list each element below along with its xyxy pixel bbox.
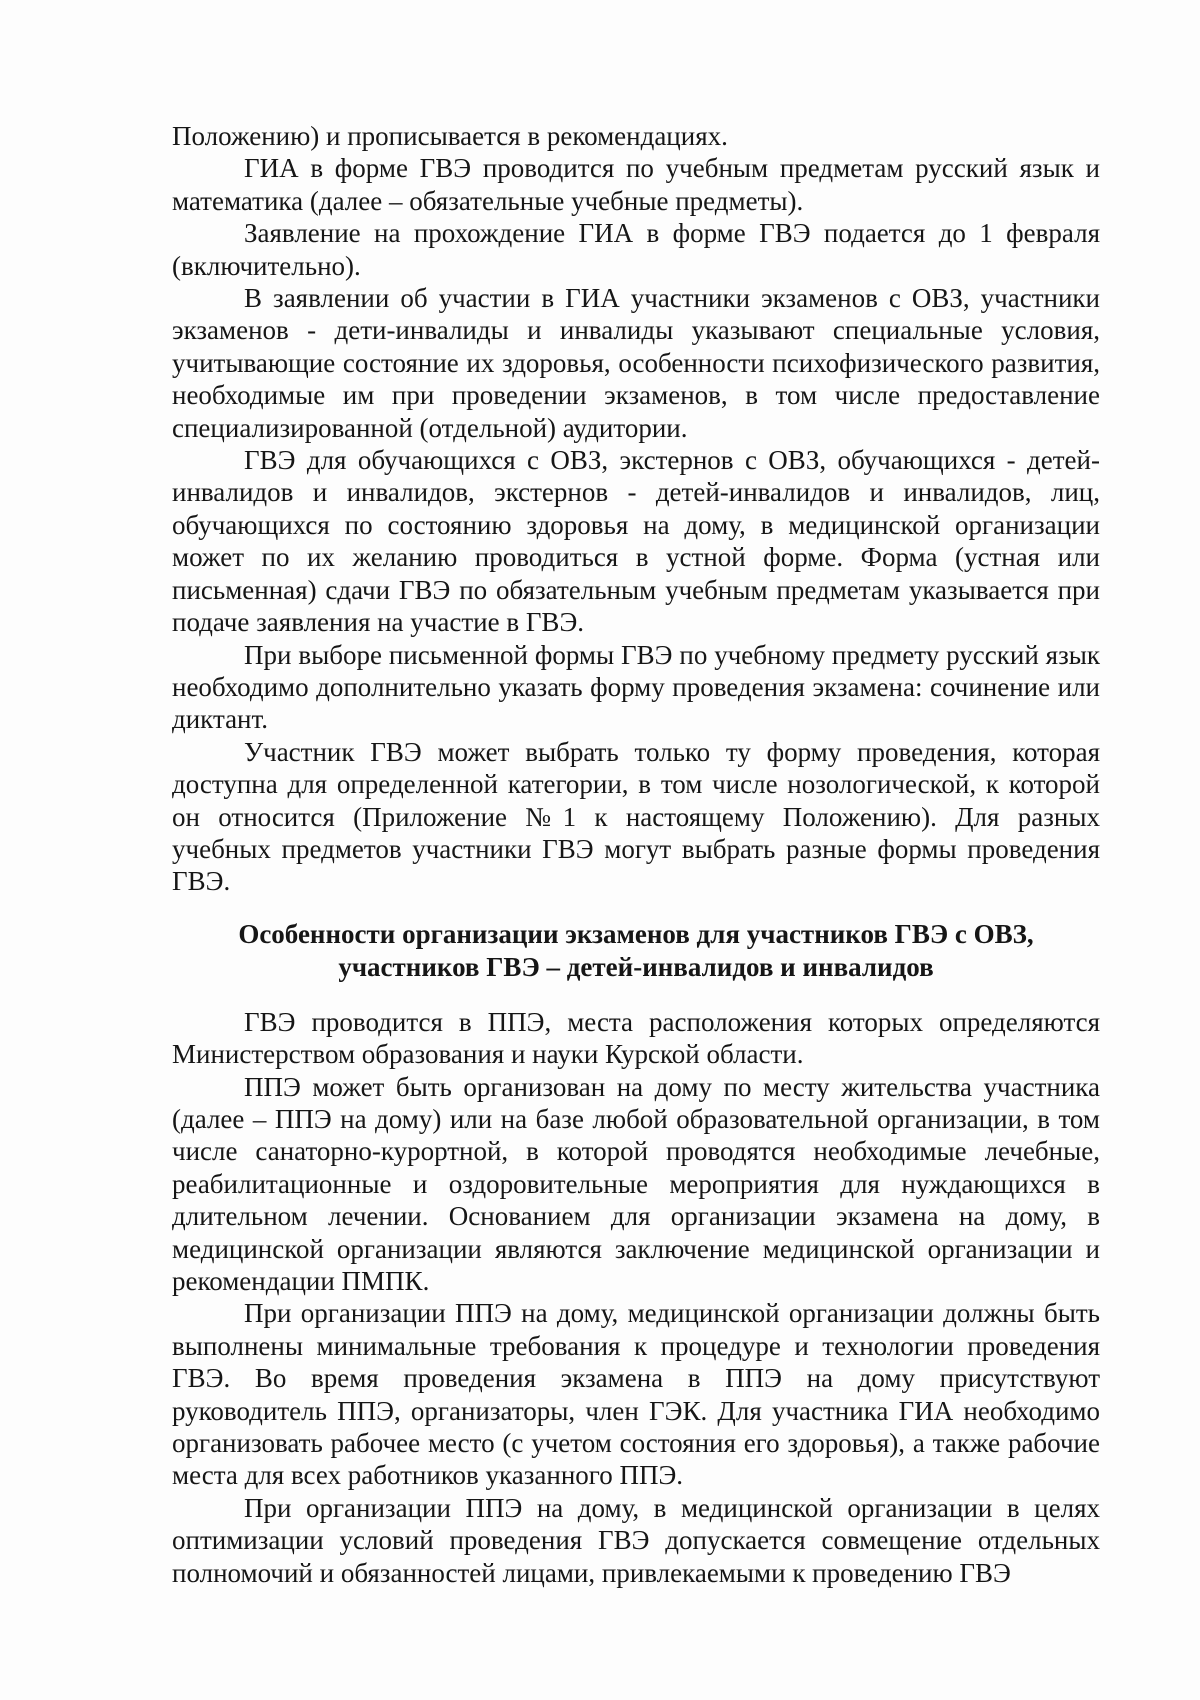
paragraph: Участник ГВЭ может выбрать только ту форму проведения, которая доступна для определенной категории, в том числе нозологической, к которой он относится (Приложение №1 к настоящему Положению). Для разных учебных предметов участники ГВЭ могут выбрать разные формы проведения ГВЭ. [172,736,1100,897]
section-heading [172,918,1100,984]
document-body [172,120,1100,1589]
paragraph: ГВЭ проводится в ППЭ, места расположения которых определяются Министерством образования и науки Курской области. [172,1006,1100,1070]
paragraph: Заявление на прохождение ГИА в форме ГВЭ подается до 1 февраля (включительно). [172,218,1100,281]
section-heading-line: участников ГВЭ – детей-инвалидов и инвалидов [338,951,934,982]
section-heading-line: Особенности организации экзаменов для участников ГВЭ с ОВЗ, [238,918,1034,949]
paragraph: Положению) и прописывается в рекомендациях. [172,121,728,151]
paragraph: ГИА в форме ГВЭ проводится по учебным предметам русский язык и математика (далее – обязательные учебные предметы). [172,153,1100,216]
paragraph: При выборе письменной формы ГВЭ по учебному предмету русский язык необходимо дополнительно указать форму проведения экзамена: сочинение или диктант. [172,639,1100,735]
paragraph: При организации ППЭ на дому, в медицинской организации в целях оптимизации условий проведения ГВЭ допускается совмещение отдельных полномочий и обязанностей лицами, привлекаемыми к проведению ГВЭ [172,1492,1100,1588]
paragraph: При организации ППЭ на дому, медицинской организации должны быть выполнены минимальные требования к процедуре и технологии проведения ГВЭ. Во время проведения экзамена в ППЭ на дому присутствуют руководитель ППЭ, организаторы, член ГЭК. Для участника ГИА необходимо организовать рабочее место (с учетом состояния его здоровья), а также рабочие места для всех работников указанного ППЭ. [172,1298,1100,1491]
paragraph: В заявлении об участии в ГИА участники экзаменов с ОВЗ, участники экзаменов - дети-инвалиды и инвалиды указывают специальные условия, учитывающие состояние их здоровья, особенности психофизического развития, необходимые им при проведении экзаменов, в том числе предоставление специализированной (отдельной) аудитории. [172,283,1100,443]
paragraph: ППЭ может быть организован на дому по месту жительства участника (далее – ППЭ на дому) или на базе любой образовательной организации, в том числе санаторно-курортной, в которой проводятся необходимые лечебные, реабилитационные и оздоровительные мероприятия для нуждающихся в длительном лечении. Основанием для организации экзамена на дому, в медицинской организации являются заключение медицинской организации и рекомендации ПМПК. [172,1071,1100,1296]
paragraph: ГВЭ для обучающихся с ОВЗ, экстернов с ОВЗ, обучающихся - детей-инвалидов и инвалидов, экстернов - детей-инвалидов и инвалидов, лиц, обучающихся по состоянию здоровья на дому, в медицинской организации может по их желанию проводиться в устной форме. Форма (устная или письменная) сдачи ГВЭ по обязательным учебным предметам указывается при подаче заявления на участие в ГВЭ. [172,445,1100,638]
